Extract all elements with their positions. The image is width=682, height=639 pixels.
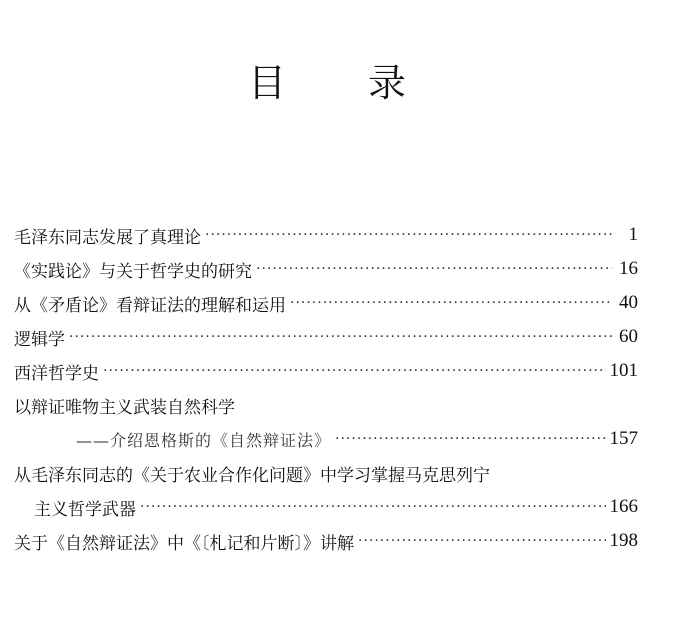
toc-entry-title: 逻辑学	[14, 329, 65, 350]
table-of-contents	[14, 218, 638, 558]
title-char-2: 录	[368, 61, 407, 105]
toc-entry-page: 198	[609, 530, 638, 551]
toc-entry-title: 从《矛盾论》看辩证法的理解和运用	[14, 295, 286, 316]
toc-entry-title: 关于《自然辩证法》中《〔札记和片断〕》讲解	[14, 533, 354, 554]
toc-entry-page: 16	[619, 258, 638, 279]
toc-entry-title: 毛泽东同志发展了真理论	[14, 227, 201, 248]
toc-entry[interactable]	[14, 524, 638, 558]
toc-entry[interactable]	[14, 354, 638, 388]
toc-entry-title: 西洋哲学史	[14, 363, 99, 384]
toc-entry-page: 101	[609, 360, 638, 381]
toc-entry[interactable]	[14, 456, 638, 490]
dot-leader	[103, 361, 606, 381]
dot-leader	[140, 497, 606, 517]
dot-leader	[290, 293, 612, 313]
toc-entry-title: 从毛泽东同志的《关于农业合作化问题》中学习掌握马克思列宁	[14, 465, 490, 486]
toc-entry[interactable]	[14, 218, 638, 252]
dot-leader	[358, 531, 606, 551]
toc-entry-title: 主义哲学武器	[34, 499, 136, 520]
toc-entry[interactable]	[14, 252, 638, 286]
toc-entry-page: 60	[619, 326, 638, 347]
toc-entry[interactable]	[14, 320, 638, 354]
page-title	[248, 52, 406, 107]
toc-entry-page: 166	[609, 496, 638, 517]
toc-entry[interactable]	[14, 286, 638, 320]
dot-leader	[69, 327, 612, 347]
toc-entry-title: 以辩证唯物主义武装自然科学	[14, 397, 235, 418]
toc-entry-continuation[interactable]	[14, 490, 638, 524]
dot-leader	[335, 429, 605, 449]
toc-entry-page: 1	[628, 224, 638, 245]
toc-entry-title: 《实践论》与关于哲学史的研究	[14, 261, 252, 282]
title-char-1: 目	[248, 61, 287, 105]
toc-entry-page: 40	[619, 292, 638, 313]
dot-leader	[256, 259, 612, 279]
toc-entry-subtitle-text: ——介绍恩格斯的《自然辩证法》	[76, 430, 332, 450]
dot-leader	[205, 225, 612, 245]
toc-entry[interactable]	[14, 388, 638, 422]
toc-entry-page: 157	[609, 428, 638, 449]
toc-entry-subtitle[interactable]	[14, 422, 638, 456]
